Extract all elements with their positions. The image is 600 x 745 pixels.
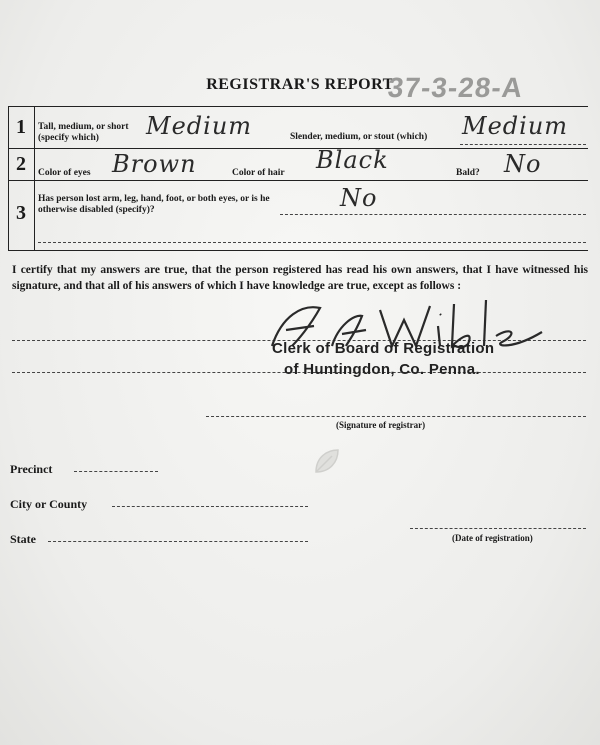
hair-color-label: Color of hair bbox=[232, 168, 285, 178]
row-number-2: 2 bbox=[16, 153, 26, 175]
city-county-line bbox=[112, 506, 308, 507]
leaf-watermark-icon bbox=[312, 446, 342, 476]
disability-underline-1 bbox=[280, 214, 586, 215]
build-label: Slender, medium, or stout (which) bbox=[290, 132, 428, 142]
build-value: Medium bbox=[462, 112, 569, 140]
row-number-3: 3 bbox=[16, 202, 26, 224]
disability-underline-2 bbox=[38, 242, 586, 243]
serial-stamp: 37-3-28-A bbox=[386, 72, 525, 103]
clerk-stamp-line-1: Clerk of Board of Registration bbox=[272, 340, 495, 357]
eye-color-label: Color of eyes bbox=[38, 168, 91, 178]
precinct-line bbox=[74, 471, 158, 472]
table-bottom-border bbox=[8, 250, 588, 251]
row-divider-1 bbox=[8, 148, 588, 149]
row-divider-2 bbox=[8, 180, 588, 181]
state-line bbox=[48, 541, 308, 542]
signature-caption: (Signature of registrar) bbox=[336, 420, 426, 430]
build-underline bbox=[460, 144, 586, 145]
number-column-border bbox=[34, 106, 35, 250]
disability-value: No bbox=[340, 184, 378, 212]
bald-value: No bbox=[504, 150, 542, 178]
clerk-stamp-line-2: of Huntingdon, Co. Penna. bbox=[284, 361, 480, 378]
certification-text: I certify that my answers are true, that the person registered has read his own answers, that I have witnessed his signature, and that all of his answers of which I have knowledge are true, except as follows : bbox=[12, 264, 588, 292]
disability-label: Has person lost arm, leg, hand, foot, or both eyes, or is he otherwise disabled (specify)? bbox=[38, 194, 270, 215]
signature-line bbox=[206, 416, 586, 417]
table-top-border bbox=[8, 106, 588, 107]
height-label: Tall, medium, or short (specify which) bbox=[38, 122, 129, 143]
date-line bbox=[410, 528, 586, 529]
report-title: REGISTRAR'S REPORT bbox=[206, 76, 394, 93]
bald-label: Bald? bbox=[456, 168, 480, 178]
table-left-border bbox=[8, 106, 9, 250]
eye-color-value: Brown bbox=[112, 150, 197, 178]
date-caption: (Date of registration) bbox=[452, 533, 533, 543]
height-value: Medium bbox=[146, 112, 253, 140]
precinct-label: Precinct bbox=[10, 462, 53, 476]
hair-color-value: Black bbox=[316, 146, 389, 174]
row-number-1: 1 bbox=[16, 116, 26, 138]
city-county-label: City or County bbox=[10, 497, 88, 511]
state-label: State bbox=[10, 532, 36, 546]
